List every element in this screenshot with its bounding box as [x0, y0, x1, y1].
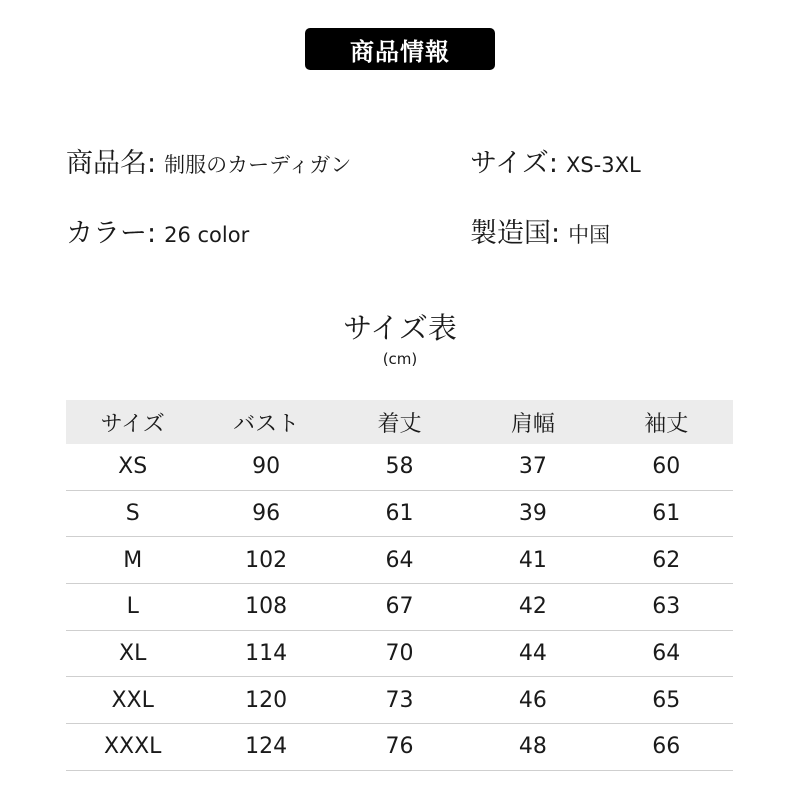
table-row [66, 537, 733, 584]
table-cell: 37 [518, 454, 547, 480]
product-name-value: 制服のカーディガン [164, 153, 352, 177]
size-table-unit: (cm) [382, 350, 418, 368]
column-header: サイズ [100, 411, 165, 437]
origin-value: 中国 [568, 223, 611, 247]
color-label: カラー: [66, 218, 157, 249]
color-value: 26 color [164, 223, 250, 247]
table-cell: 42 [518, 594, 547, 620]
table-cell: 61 [385, 501, 414, 527]
table-cell: 44 [518, 641, 547, 667]
size-table-header [66, 400, 733, 444]
table-cell: M [123, 547, 143, 573]
table-cell: 67 [385, 594, 414, 620]
table-row [66, 631, 733, 678]
table-cell: 96 [252, 501, 281, 527]
table-cell: 70 [385, 641, 414, 667]
table-cell: 102 [245, 547, 288, 573]
size-table [66, 400, 733, 771]
table-cell: 61 [652, 501, 681, 527]
table-cell: 114 [245, 641, 288, 667]
size-table-title: サイズ表 [343, 311, 457, 345]
table-cell: XXXL [103, 734, 162, 760]
color-row [66, 211, 249, 250]
table-cell: 73 [385, 687, 414, 713]
table-row [66, 677, 733, 724]
table-cell: 60 [652, 454, 681, 480]
column-header: バスト [233, 411, 300, 437]
table-cell: 63 [652, 594, 681, 620]
column-header: 袖丈 [644, 411, 689, 437]
table-cell: 46 [518, 687, 547, 713]
table-cell: 66 [652, 734, 681, 760]
table-cell: XXL [111, 687, 154, 713]
table-cell: 108 [245, 594, 288, 620]
product-name-label: 商品名: [66, 148, 157, 179]
size-range-row [470, 141, 641, 180]
table-cell: L [126, 594, 139, 620]
table-cell: 90 [252, 454, 281, 480]
table-cell: 76 [385, 734, 414, 760]
table-cell: 64 [652, 641, 681, 667]
size-range-value: XS-3XL [565, 153, 641, 177]
table-cell: 65 [652, 687, 681, 713]
origin-label: 製造国: [470, 218, 561, 249]
table-cell: 48 [518, 734, 547, 760]
table-cell: 58 [385, 454, 414, 480]
table-row [66, 584, 733, 631]
table-cell: 62 [652, 547, 681, 573]
section-badge: 商品情報 [305, 28, 495, 70]
origin-row [470, 211, 610, 250]
column-header: 肩幅 [510, 411, 555, 437]
column-header: 着丈 [377, 411, 422, 437]
table-cell: XL [119, 641, 147, 667]
table-cell: 124 [245, 734, 288, 760]
table-row [66, 444, 733, 491]
table-cell: 64 [385, 547, 414, 573]
table-cell: 120 [245, 687, 288, 713]
table-cell: 39 [518, 501, 547, 527]
table-cell: XS [118, 454, 148, 480]
table-cell: S [125, 501, 140, 527]
table-row [66, 724, 733, 771]
table-cell: 41 [518, 547, 547, 573]
product-name-row [66, 141, 351, 180]
table-row [66, 491, 733, 538]
size-range-label: サイズ: [470, 148, 558, 179]
